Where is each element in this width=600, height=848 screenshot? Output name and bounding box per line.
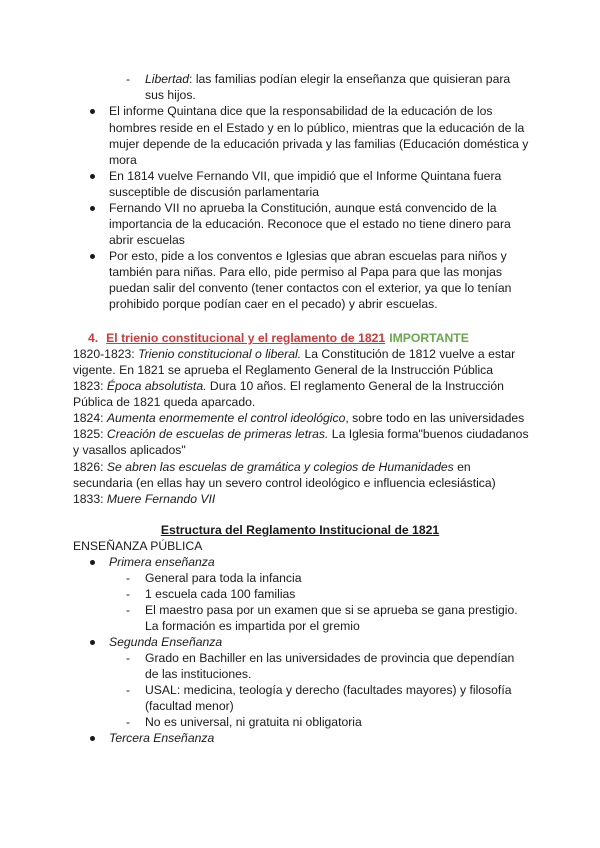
bullet-dot (90, 174, 95, 179)
text-line: La formación es impartida por el gremio (145, 619, 360, 633)
text-line: de las instituciones. (145, 667, 252, 681)
timeline-entry: 1833: Muere Fernando VII (73, 492, 216, 506)
text-line: Fernando VII no aprueba la Constitución, aunque está convencido de la (109, 201, 497, 215)
text-line: hombres reside en el Estado y en lo público, mientras que la educación de la (109, 121, 525, 135)
text-line: y vasallos aplicados" (73, 443, 186, 457)
bullet-dot (90, 736, 95, 741)
timeline-entry: 1826: Se abren las escuelas de gramática y colegios de Humanidades en (73, 460, 471, 474)
text-line: secundaria (en ellas hay un severo control ideológico e influencia eclesiástica) (73, 476, 496, 490)
section-title: El trienio constitucional y el reglamento de 1821 (106, 331, 386, 345)
bullet-dot (90, 109, 95, 114)
text-line: Libertad: las familias podían elegir la enseñanza que quisieran para (145, 72, 511, 86)
text-line: USAL: medicina, teología y derecho (facultades mayores) y filosofía (145, 683, 512, 697)
text-line: El maestro pasa por un examen que si se aprueba se gana prestigio. (145, 603, 518, 617)
text-line: No es universal, ni gratuita ni obligatoria (145, 715, 362, 729)
list-dash: - (126, 683, 131, 697)
text-line: En 1814 vuelve Fernando VII, que impidió que el Informe Quintana fuera (109, 169, 502, 183)
text-line: 1 escuela cada 100 familias (145, 587, 296, 601)
timeline-entry: 1825: Creación de escuelas de primeras letras. La Iglesia forma"buenos ciudadanos (73, 427, 529, 441)
text-line: Grado en Bachiller en las universidades de provincia que dependían (145, 651, 515, 665)
text-line: General para toda la infancia (145, 571, 302, 585)
text-line: susceptible de discusión parlamentaria (109, 185, 320, 199)
text-line: mujer depende de la educación privada y las familias (Educación doméstica y (109, 137, 529, 151)
list-dash: - (126, 587, 131, 601)
timeline-entry: 1820-1823: Trienio constitucional o liberal. La Constitución de 1812 vuelve a estar (73, 347, 516, 361)
structure-title: Estructura del Reglamento Institucional de 1821 (160, 523, 440, 537)
list-heading: Segunda Enseñanza (109, 635, 223, 649)
important-tag: IMPORTANTE (389, 331, 469, 345)
text-line: mora (109, 153, 137, 167)
text-line: sus hijos. (145, 88, 196, 102)
text-line: vigente. En 1821 se aprueba el Reglamento General de la Instrucción Pública (73, 363, 494, 377)
text-line: Pública de 1821 queda aparcado. (73, 395, 256, 409)
section-number: 4. (88, 331, 99, 345)
bullet-dot (90, 560, 95, 565)
list-dash: - (126, 72, 131, 86)
list-heading: Primera enseñanza (109, 555, 215, 569)
text-line: puedan salir del convento (tener contactos con el exterior, ya que lo tenían (109, 281, 512, 295)
timeline-entry: 1824: Aumenta enormemente el control ideológico, sobre todo en las universidades (73, 411, 525, 425)
list-dash: - (126, 715, 131, 729)
text-line: El informe Quintana dice que la responsabilidad de la educación de los (109, 104, 493, 118)
list-dash: - (126, 603, 131, 617)
text-line: también para niñas. Para ello, pide permiso al Papa para que las monjas (109, 265, 502, 279)
bullet-dot (90, 254, 95, 259)
text-line: Por esto, pide a los conventos e Iglesias que abran escuelas para niños y (109, 249, 507, 263)
section-heading (88, 330, 469, 347)
structure-subtitle: ENSEÑANZA PÚBLICA (73, 539, 203, 553)
text-line: importancia de la educación. Reconoce que el estado no tiene dinero para (109, 217, 511, 231)
timeline-entry: 1823: Época absolutista. Dura 10 años. El reglamento General de la Instrucción (73, 379, 504, 393)
bullet-dot (90, 206, 95, 211)
bullet-dot (90, 640, 95, 645)
list-dash: - (126, 571, 131, 585)
list-dash: - (126, 651, 131, 665)
text-line: (facultad menor) (145, 699, 234, 713)
italic-term: Libertad (145, 72, 190, 86)
text-line: prohibido porque podían caer en el pecado) y abrir escuelas. (109, 297, 438, 311)
list-heading: Tercera Enseñanza (109, 731, 215, 745)
text-line: abrir escuelas (109, 233, 185, 247)
